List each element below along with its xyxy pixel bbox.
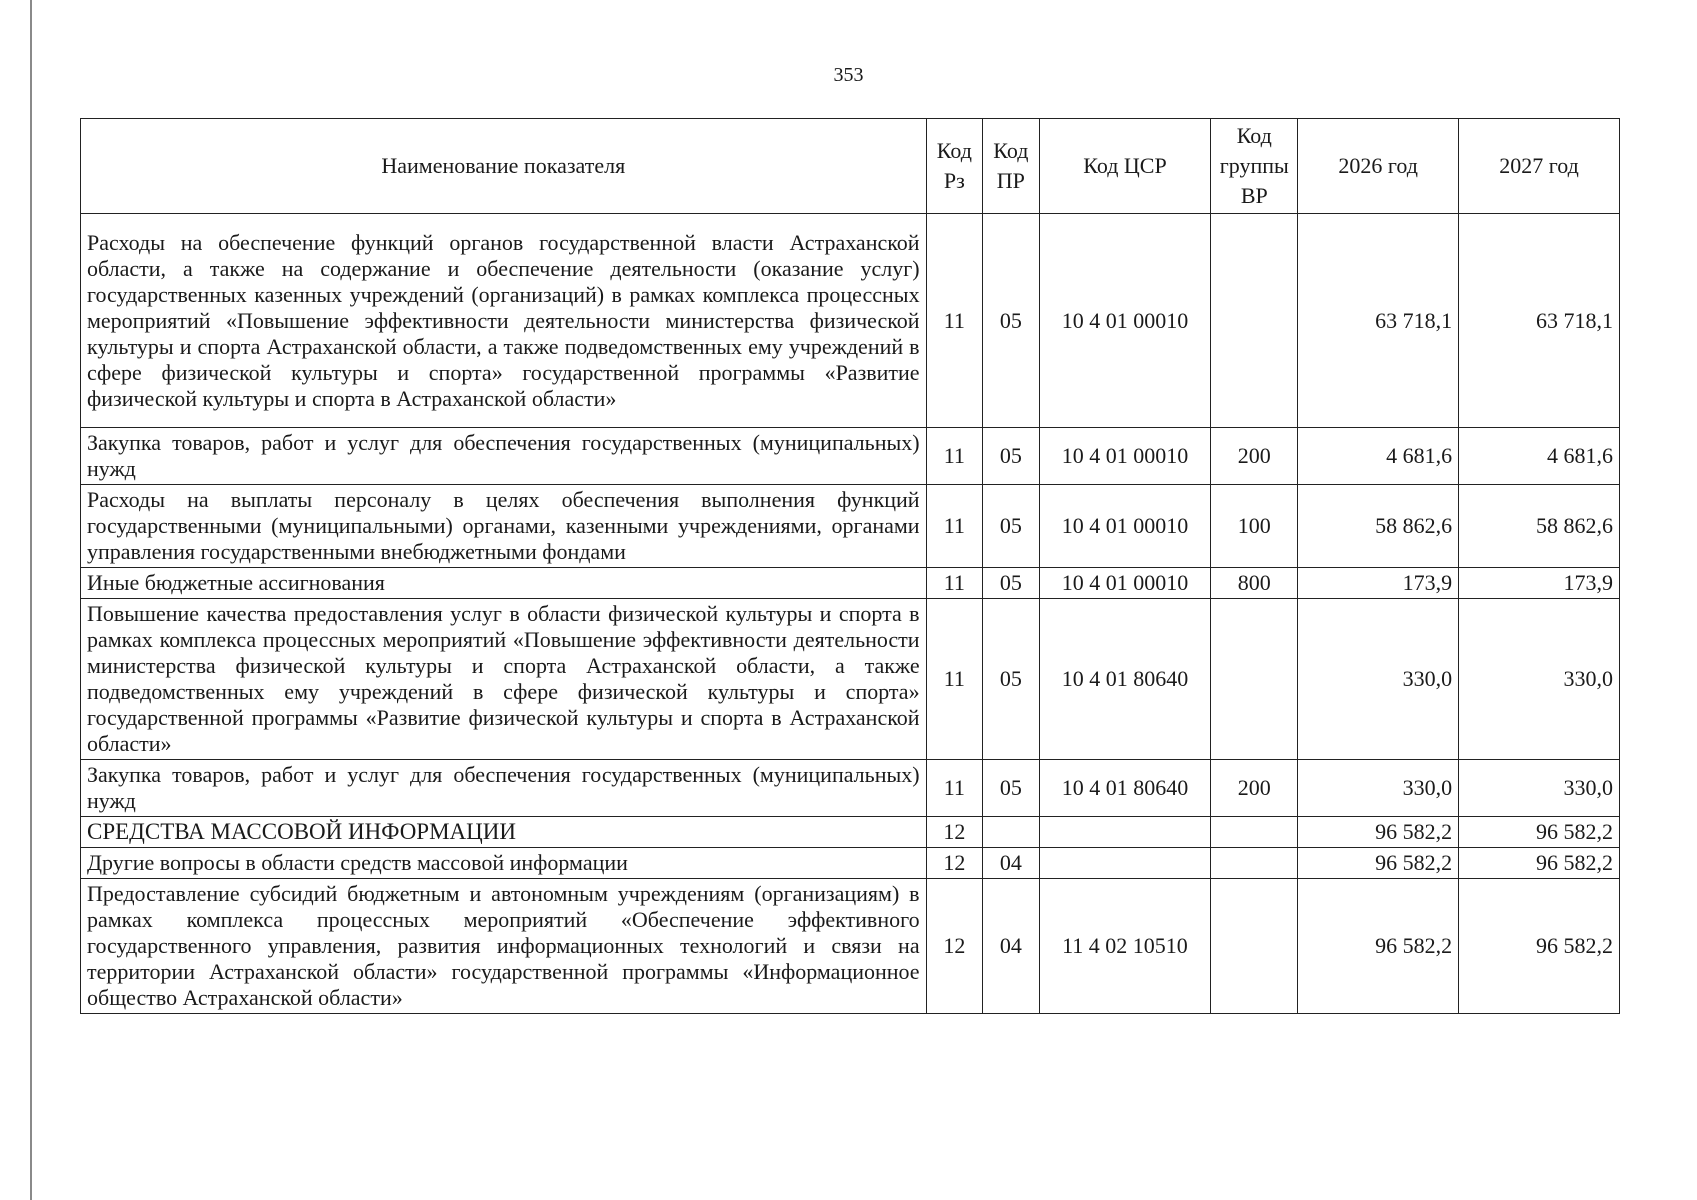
row-csr: 10 4 01 00010 bbox=[1039, 214, 1211, 428]
row-2027: 96 582,2 bbox=[1459, 848, 1620, 879]
table-row bbox=[81, 428, 1620, 485]
row-name: Расходы на обеспечение функций органов государственной власти Астраханской области, а также на содержание и обеспечение деятельности (оказание услуг) государственных казенных учреждений (организаций) в рамках комплекса процессных мероприятий «Повышение эффективности деятельности министерства физической культуры и спорта Астраханской области, а также подведомственных ему учреждений в сфере физической культуры и спорта» государственной программы «Развитие физической культуры и спорта в Астраханской области» bbox=[81, 214, 927, 428]
row-csr: 10 4 01 80640 bbox=[1039, 760, 1211, 817]
row-2026: 96 582,2 bbox=[1298, 848, 1459, 879]
row-rz: 11 bbox=[926, 428, 983, 485]
header-2026: 2026 год bbox=[1298, 119, 1459, 214]
row-2027: 330,0 bbox=[1459, 760, 1620, 817]
row-name: Закупка товаров, работ и услуг для обеспечения государственных (муниципальных) нужд bbox=[81, 428, 927, 485]
row-rz: 11 bbox=[926, 599, 983, 760]
row-2026: 173,9 bbox=[1298, 568, 1459, 599]
row-2027: 4 681,6 bbox=[1459, 428, 1620, 485]
row-name: Закупка товаров, работ и услуг для обеспечения государственных (муниципальных) нужд bbox=[81, 760, 927, 817]
header-vr: Код группы ВР bbox=[1211, 119, 1298, 214]
header-name: Наименование показателя bbox=[81, 119, 927, 214]
row-vr bbox=[1211, 879, 1298, 1014]
row-pr: 05 bbox=[983, 599, 1040, 760]
row-2027: 96 582,2 bbox=[1459, 879, 1620, 1014]
row-csr: 10 4 01 00010 bbox=[1039, 568, 1211, 599]
row-rz: 11 bbox=[926, 485, 983, 568]
row-vr bbox=[1211, 817, 1298, 848]
header-2027: 2027 год bbox=[1459, 119, 1620, 214]
row-2026: 330,0 bbox=[1298, 760, 1459, 817]
row-name: СРЕДСТВА МАССОВОЙ ИНФОРМАЦИИ bbox=[81, 817, 927, 848]
header-rz: Код Рз bbox=[926, 119, 983, 214]
row-rz: 11 bbox=[926, 568, 983, 599]
row-name: Повышение качества предоставления услуг в области физической культуры и спорта в рамках комплекса процессных мероприятий «Повышение эффективности деятельности министерства физической культуры и спорта Астраханской области, а также подведомственных ему учреждений в сфере физической культуры и спорта» государственной программы «Развитие физической культуры и спорта в Астраханской области» bbox=[81, 599, 927, 760]
table-row bbox=[81, 879, 1620, 1014]
budget-table bbox=[80, 118, 1620, 1014]
row-vr: 200 bbox=[1211, 428, 1298, 485]
header-pr: Код ПР bbox=[983, 119, 1040, 214]
row-2026: 96 582,2 bbox=[1298, 879, 1459, 1014]
row-2026: 96 582,2 bbox=[1298, 817, 1459, 848]
page-number: 353 bbox=[833, 64, 864, 86]
row-vr: 200 bbox=[1211, 760, 1298, 817]
row-vr bbox=[1211, 848, 1298, 879]
row-name: Иные бюджетные ассигнования bbox=[81, 568, 927, 599]
row-vr bbox=[1211, 599, 1298, 760]
row-2026: 58 862,6 bbox=[1298, 485, 1459, 568]
row-pr: 04 bbox=[983, 879, 1040, 1014]
row-2027: 58 862,6 bbox=[1459, 485, 1620, 568]
table-row bbox=[81, 760, 1620, 817]
table-row bbox=[81, 848, 1620, 879]
row-vr: 800 bbox=[1211, 568, 1298, 599]
row-name: Расходы на выплаты персоналу в целях обеспечения выполнения функций государственными (муниципальными) органами, казенными учреждениями, органами управления государственными внебюджетными фондами bbox=[81, 485, 927, 568]
row-rz: 12 bbox=[926, 817, 983, 848]
row-2027: 330,0 bbox=[1459, 599, 1620, 760]
row-csr: 10 4 01 00010 bbox=[1039, 428, 1211, 485]
row-pr: 05 bbox=[983, 568, 1040, 599]
row-rz: 11 bbox=[926, 760, 983, 817]
row-rz: 11 bbox=[926, 214, 983, 428]
row-csr: 11 4 02 10510 bbox=[1039, 879, 1211, 1014]
row-name: Предоставление субсидий бюджетным и автономным учреждениям (организациям) в рамках комплекса процессных мероприятий «Обеспечение эффективного государственного управления, развития информационных технологий и связи на территории Астраханской области» государственной программы «Информационное общество Астраханской области» bbox=[81, 879, 927, 1014]
table-row bbox=[81, 485, 1620, 568]
table-header-row bbox=[81, 119, 1620, 214]
row-2026: 330,0 bbox=[1298, 599, 1459, 760]
row-pr: 05 bbox=[983, 428, 1040, 485]
row-name: Другие вопросы в области средств массовой информации bbox=[81, 848, 927, 879]
row-pr bbox=[983, 817, 1040, 848]
row-2027: 63 718,1 bbox=[1459, 214, 1620, 428]
table-row bbox=[81, 599, 1620, 760]
row-vr: 100 bbox=[1211, 485, 1298, 568]
header-csr: Код ЦСР bbox=[1039, 119, 1211, 214]
row-csr: 10 4 01 00010 bbox=[1039, 485, 1211, 568]
row-rz: 12 bbox=[926, 879, 983, 1014]
row-2027: 173,9 bbox=[1459, 568, 1620, 599]
row-pr: 05 bbox=[983, 214, 1040, 428]
row-csr: 10 4 01 80640 bbox=[1039, 599, 1211, 760]
row-2027: 96 582,2 bbox=[1459, 817, 1620, 848]
table-row bbox=[81, 214, 1620, 428]
row-2026: 63 718,1 bbox=[1298, 214, 1459, 428]
row-vr bbox=[1211, 214, 1298, 428]
row-pr: 05 bbox=[983, 485, 1040, 568]
page-margin-line bbox=[30, 0, 32, 1200]
row-pr: 04 bbox=[983, 848, 1040, 879]
row-pr: 05 bbox=[983, 760, 1040, 817]
table-row bbox=[81, 817, 1620, 848]
table-row bbox=[81, 568, 1620, 599]
row-2026: 4 681,6 bbox=[1298, 428, 1459, 485]
row-csr bbox=[1039, 817, 1211, 848]
row-csr bbox=[1039, 848, 1211, 879]
row-rz: 12 bbox=[926, 848, 983, 879]
